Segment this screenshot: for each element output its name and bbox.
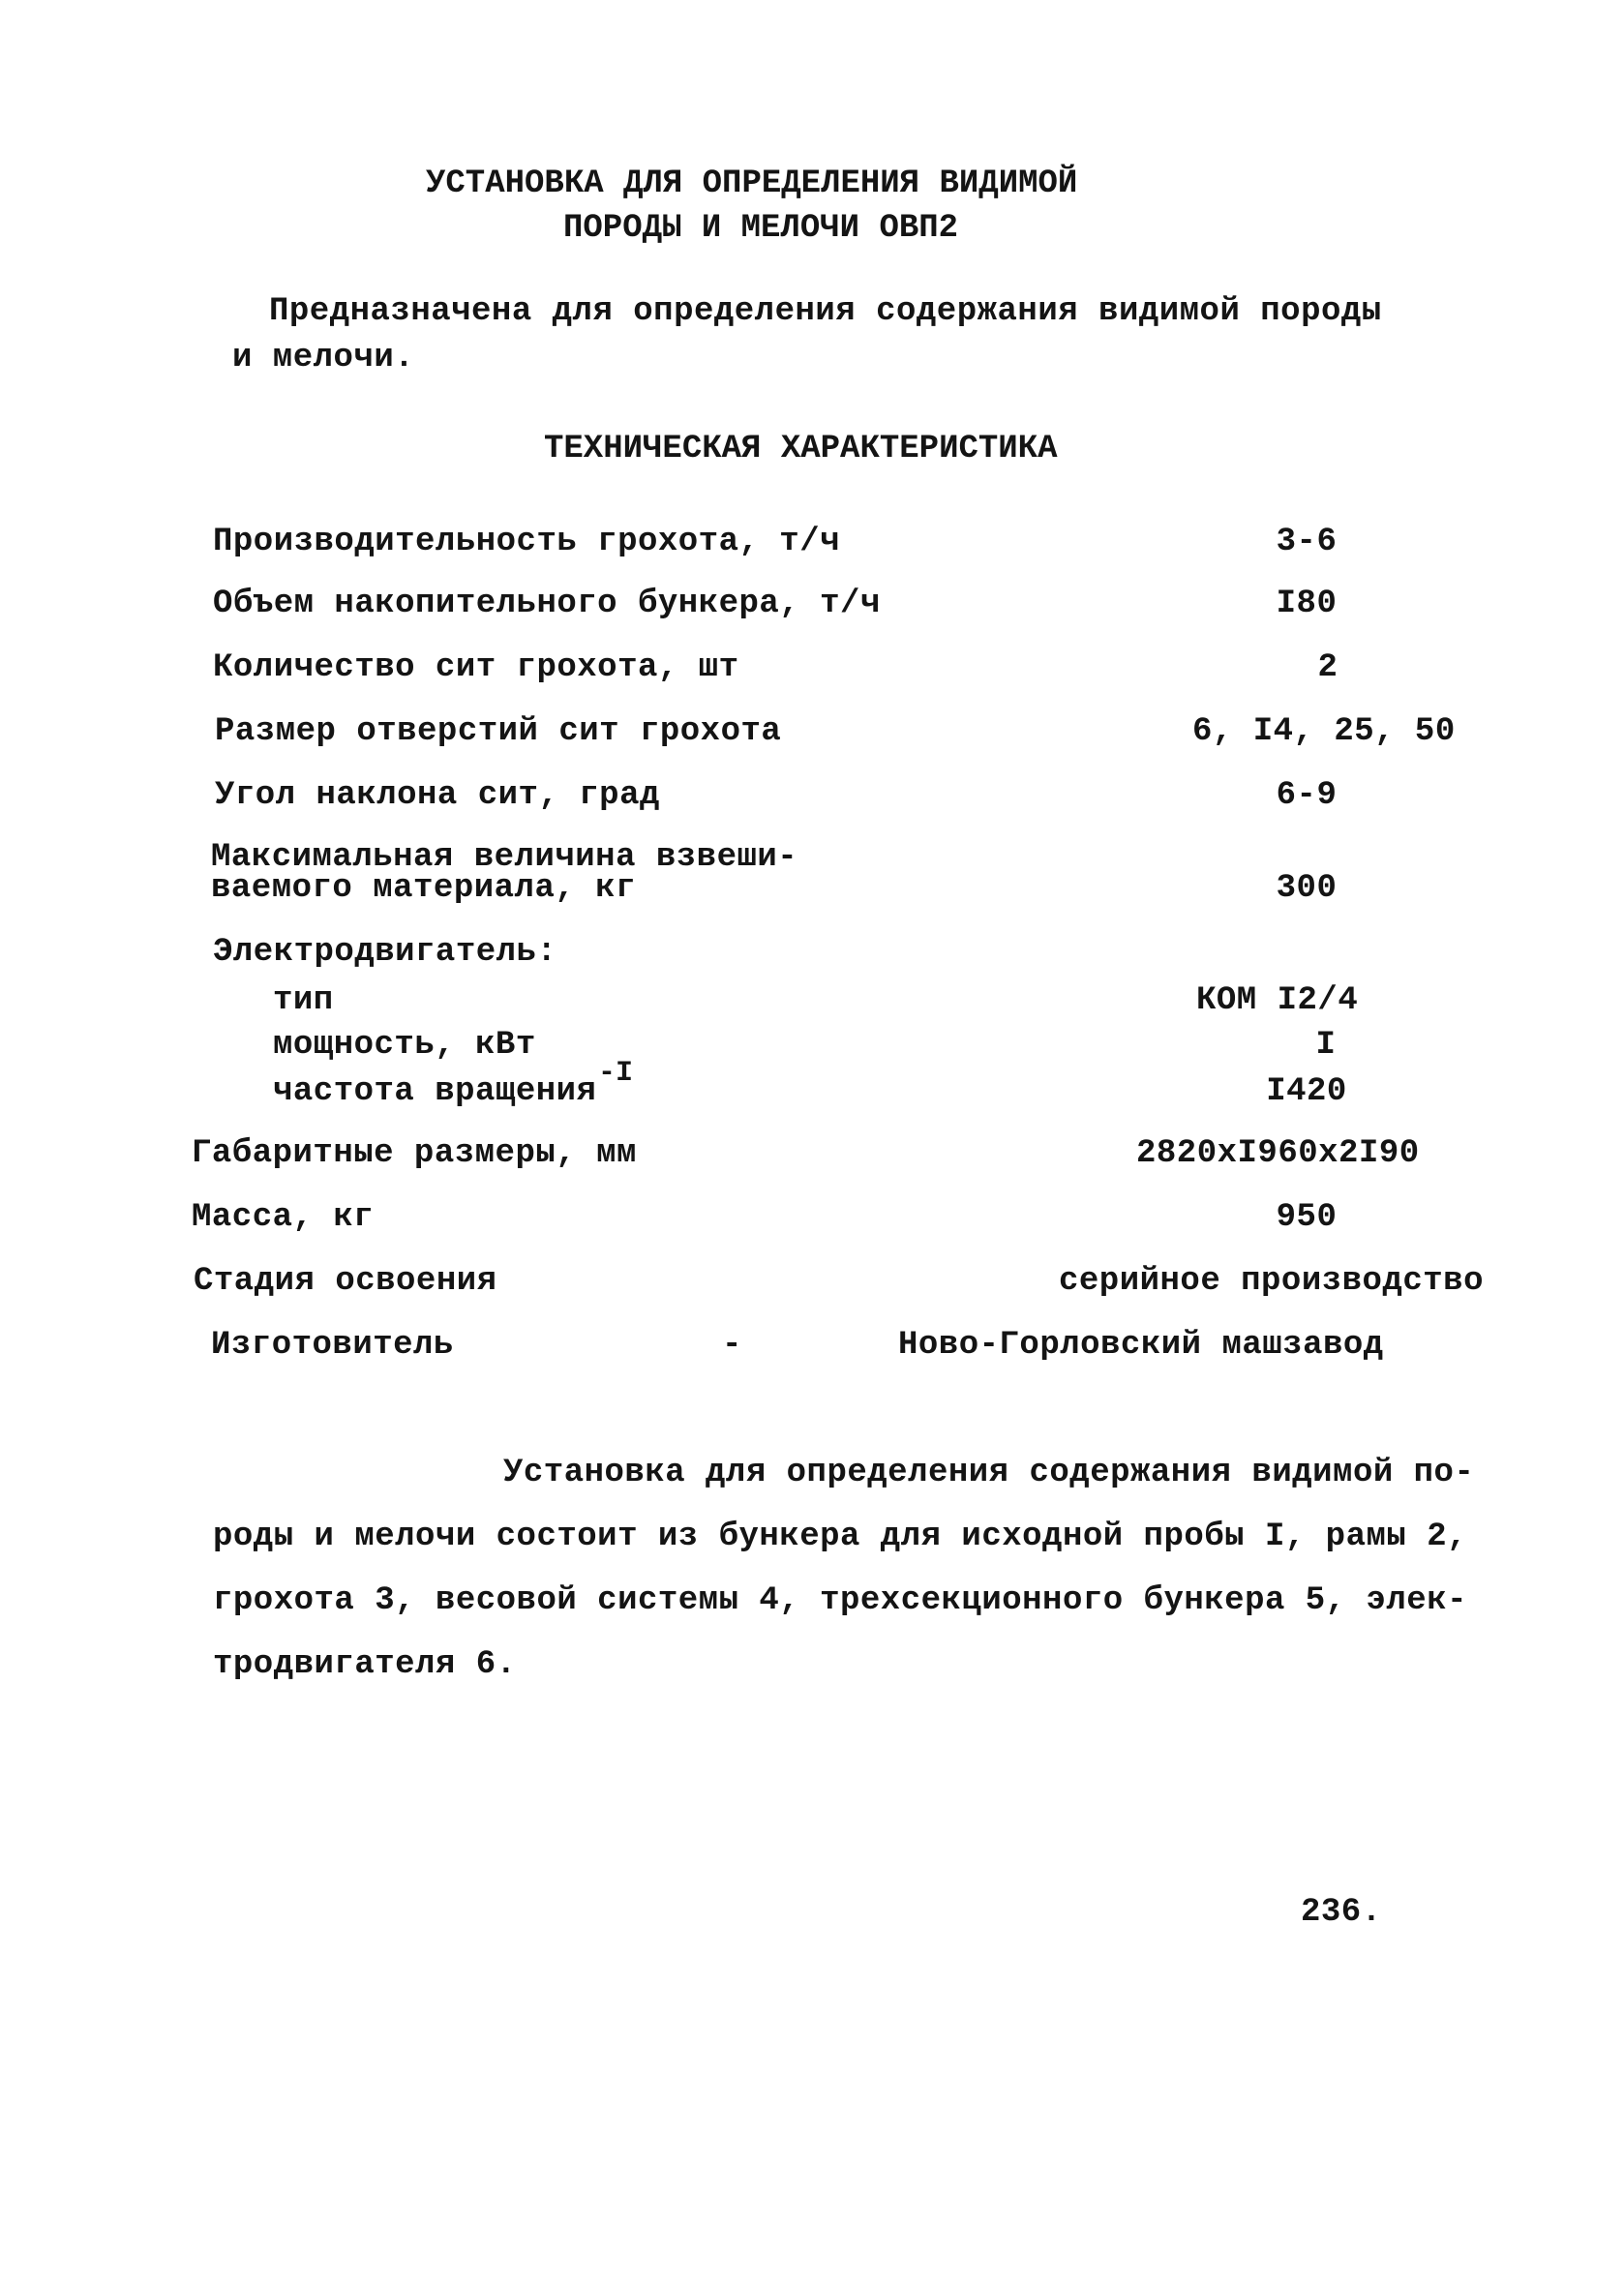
spec-motor-power-value: I	[1315, 1027, 1337, 1064]
spec-motor-speed-value: I420	[1266, 1073, 1347, 1110]
page-number: 236.	[1301, 1894, 1382, 1931]
tech-characteristics-heading: ТЕХНИЧЕСКАЯ ХАРАКТЕРИСТИКА	[544, 431, 1058, 467]
spec-motor-speed-unit: -I	[598, 1057, 634, 1090]
spec-motor-speed-label: частота вращения	[273, 1073, 597, 1110]
spec-productivity-label: Производительность грохота, т/ч	[213, 524, 841, 560]
description-line-3: грохота 3, весовой системы 4, трехсекционного бункера 5, элек-	[213, 1582, 1468, 1619]
spec-max-weight-value: 300	[1276, 870, 1338, 907]
spec-dimensions-label: Габаритные размеры, мм	[192, 1135, 637, 1172]
spec-motor-label: Электродвигатель:	[213, 934, 557, 971]
spec-stage-value: серийное производство	[1059, 1263, 1484, 1300]
spec-sieve-count-value: 2	[1317, 649, 1338, 686]
spec-dimensions-value: 2820xI960x2I90	[1136, 1135, 1420, 1172]
spec-max-weight-label-line-1: Максимальная величина взвеши-	[211, 839, 798, 876]
spec-productivity-value: 3-6	[1276, 524, 1338, 560]
spec-sieve-angle-label: Угол наклона сит, град	[215, 777, 660, 814]
spec-bunker-volume-label: Объем накопительного бункера, т/ч	[213, 586, 881, 622]
spec-stage-label: Стадия освоения	[194, 1263, 497, 1300]
spec-motor-power-label: мощность, кВт	[273, 1027, 536, 1064]
title-line-1: УСТАНОВКА ДЛЯ ОПРЕДЕЛЕНИЯ ВИДИМОЙ	[426, 165, 1078, 202]
description-line-2: роды и мелочи состоит из бункера для исходной пробы I, рамы 2,	[213, 1519, 1468, 1555]
spec-sieve-count-label: Количество сит грохота, шт	[213, 649, 739, 686]
spec-motor-type-label: тип	[273, 982, 334, 1019]
spec-maker-label: Изготовитель	[211, 1327, 454, 1364]
purpose-line-1: Предназначена для определения содержания видимой породы	[269, 293, 1382, 330]
description-line-1: Установка для определения содержания видимой по-	[503, 1455, 1475, 1491]
spec-hole-size-label: Размер отверстий сит грохота	[215, 713, 782, 750]
spec-max-weight-label-line-2: ваемого материала, кг	[211, 870, 636, 907]
spec-maker-value: Ново-Горловский машзавод	[898, 1327, 1384, 1364]
spec-hole-size-value: 6, I4, 25, 50	[1192, 713, 1456, 750]
title-line-2: ПОРОДЫ И МЕЛОЧИ ОВП2	[563, 210, 959, 247]
description-line-4: тродвигателя 6.	[213, 1646, 517, 1683]
spec-sieve-angle-value: 6-9	[1276, 777, 1338, 814]
spec-maker-dash: -	[722, 1327, 742, 1364]
spec-mass-value: 950	[1276, 1199, 1338, 1236]
spec-bunker-volume-value: I80	[1276, 586, 1338, 622]
purpose-line-2: и мелочи.	[232, 340, 415, 376]
spec-mass-label: Масса, кг	[192, 1199, 375, 1236]
spec-motor-type-value: КОМ I2/4	[1196, 982, 1359, 1019]
